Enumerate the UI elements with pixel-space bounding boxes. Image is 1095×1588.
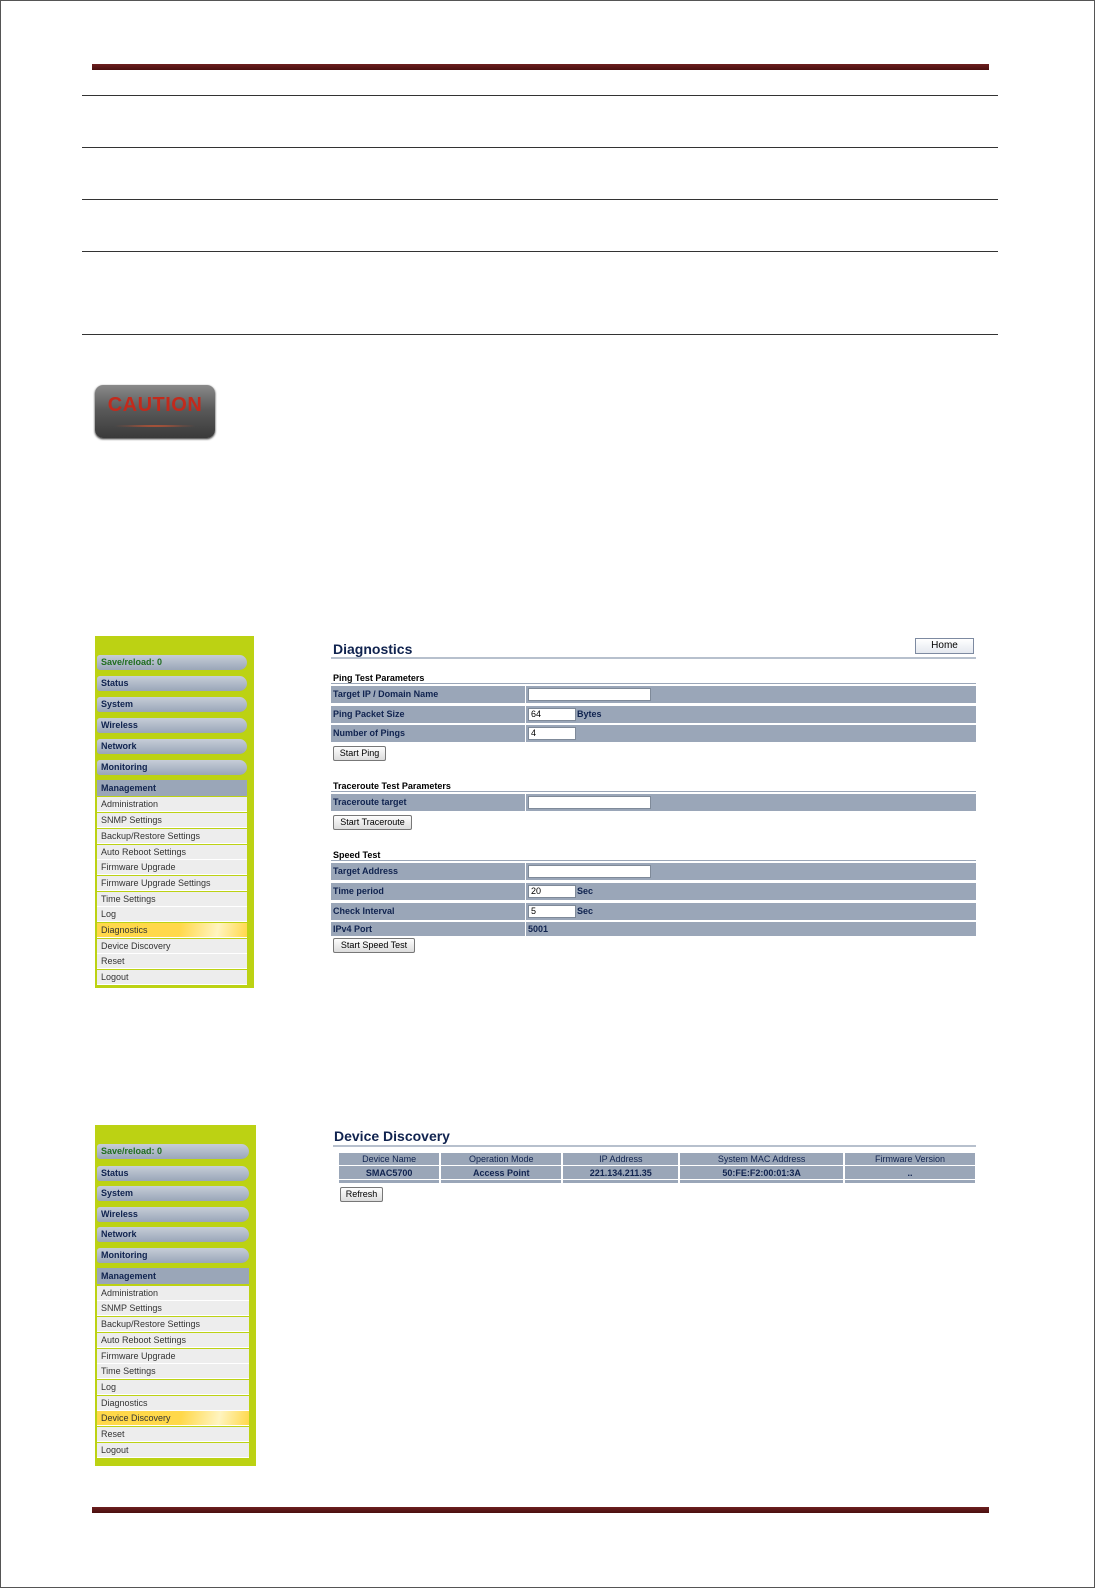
section-divider <box>331 791 976 792</box>
sidebar-subitem-backup-restore[interactable]: Backup/Restore Settings <box>97 1317 249 1332</box>
traceroute-target-row <box>331 794 976 811</box>
sidebar-item-monitoring[interactable]: Monitoring <box>97 1248 249 1263</box>
column-header-operation-mode: Operation Mode <box>441 1153 561 1165</box>
sidebar-subitem-time-settings[interactable]: Time Settings <box>97 1364 249 1379</box>
column-header-mac-address: System MAC Address <box>680 1153 843 1165</box>
sidebar-item-network[interactable]: Network <box>97 1227 249 1242</box>
ping-count-label: Number of Pings <box>333 725 526 742</box>
section-divider <box>331 683 976 684</box>
speed-port-row <box>331 922 976 936</box>
sidebar-subitem-firmware-upgrade-settings[interactable]: Firmware Upgrade Settings <box>97 876 247 891</box>
sidebar-menu-diagnostics <box>95 636 254 988</box>
speed-interval-input[interactable]: 5 <box>528 905 576 918</box>
caution-icon <box>95 385 215 438</box>
speed-period-unit: Sec <box>577 886 594 896</box>
speed-section-title: Speed Test <box>333 850 381 860</box>
sidebar-subitem-snmp-settings[interactable]: SNMP Settings <box>97 813 247 828</box>
ping-target-label: Target IP / Domain Name <box>333 686 526 703</box>
cell-operation-mode: Access Point <box>441 1166 561 1179</box>
table-rule <box>82 147 998 148</box>
title-divider <box>331 657 976 659</box>
sidebar-item-save-reload[interactable]: Save/reload: 0 <box>97 655 247 670</box>
ping-count-input[interactable]: 4 <box>528 727 576 740</box>
sidebar-item-system[interactable]: System <box>97 697 247 712</box>
start-traceroute-button[interactable]: Start Traceroute <box>333 815 412 830</box>
speed-period-row <box>331 883 976 900</box>
sidebar-subitem-auto-reboot[interactable]: Auto Reboot Settings <box>97 1333 249 1348</box>
table-header-row <box>339 1153 975 1165</box>
cell-device-name: SMAC5700 <box>339 1166 439 1179</box>
ping-packet-size-row <box>331 706 976 723</box>
header-bar <box>92 64 989 70</box>
sidebar-item-save-reload[interactable]: Save/reload: 0 <box>97 1144 249 1159</box>
speed-port-value: 5001 <box>528 924 549 934</box>
sidebar-subitem-diagnostics[interactable]: Diagnostics <box>97 923 247 938</box>
speed-interval-unit: Sec <box>577 906 594 916</box>
sidebar-item-management[interactable]: Management <box>97 780 247 796</box>
table-rule <box>82 95 998 96</box>
ping-target-row <box>331 686 976 703</box>
sidebar-subitem-administration[interactable]: Administration <box>97 1286 249 1301</box>
sidebar-subitem-diagnostics[interactable]: Diagnostics <box>97 1396 249 1411</box>
caution-label: CAUTION <box>107 394 203 416</box>
ping-packet-size-label: Ping Packet Size <box>333 706 526 723</box>
table-rule <box>82 251 998 252</box>
table-rule <box>82 199 998 200</box>
speed-target-label: Target Address <box>333 863 526 880</box>
column-header-firmware-version: Firmware Version <box>845 1153 975 1165</box>
speed-target-row <box>331 863 976 880</box>
speed-target-input[interactable] <box>528 865 651 878</box>
sidebar-item-status[interactable]: Status <box>97 676 247 691</box>
cell-mac-address: 50:FE:F2:00:01:3A <box>680 1166 843 1179</box>
refresh-button[interactable]: Refresh <box>340 1187 383 1202</box>
speed-period-input[interactable]: 20 <box>528 885 576 898</box>
traceroute-section-title: Traceroute Test Parameters <box>333 781 451 791</box>
column-header-device-name: Device Name <box>339 1153 439 1165</box>
discovery-table <box>337 1152 977 1184</box>
sidebar-item-status[interactable]: Status <box>97 1166 249 1181</box>
discovery-page-title: Device Discovery <box>334 1128 450 1144</box>
sidebar-item-network[interactable]: Network <box>97 739 247 754</box>
speed-port-label: IPv4 Port <box>333 922 526 936</box>
sidebar-subitem-log[interactable]: Log <box>97 1380 249 1395</box>
ping-target-input[interactable] <box>528 688 651 701</box>
ping-packet-size-input[interactable]: 64 <box>528 708 576 721</box>
sidebar-subitem-firmware-upgrade[interactable]: Firmware Upgrade <box>97 860 247 875</box>
sidebar-subitem-device-discovery[interactable]: Device Discovery <box>97 939 247 954</box>
traceroute-target-label: Traceroute target <box>333 794 526 811</box>
cell-ip-address: 221.134.211.35 <box>563 1166 678 1179</box>
diagnostics-page-title: Diagnostics <box>333 641 413 657</box>
sidebar-subitem-reset[interactable]: Reset <box>97 954 247 969</box>
home-button[interactable]: Home <box>915 638 974 654</box>
sidebar-menu-discovery <box>95 1125 256 1466</box>
ping-count-row <box>331 725 976 742</box>
sidebar-subitem-administration[interactable]: Administration <box>97 797 247 812</box>
sidebar-subitem-device-discovery[interactable]: Device Discovery <box>97 1411 249 1426</box>
sidebar-subitem-auto-reboot[interactable]: Auto Reboot Settings <box>97 845 247 860</box>
section-divider <box>331 860 976 861</box>
table-spacer-row <box>339 1180 975 1183</box>
sidebar-item-wireless[interactable]: Wireless <box>97 1207 249 1222</box>
sidebar-item-wireless[interactable]: Wireless <box>97 718 247 733</box>
sidebar-item-system[interactable]: System <box>97 1186 249 1201</box>
sidebar-subitem-logout[interactable]: Logout <box>97 1443 249 1458</box>
footer-bar <box>92 1507 989 1513</box>
ping-section-title: Ping Test Parameters <box>333 673 425 683</box>
sidebar-subitem-backup-restore[interactable]: Backup/Restore Settings <box>97 829 247 844</box>
start-speed-test-button[interactable]: Start Speed Test <box>333 938 415 953</box>
sidebar-subitem-time-settings[interactable]: Time Settings <box>97 892 247 907</box>
sidebar-subitem-firmware-upgrade[interactable]: Firmware Upgrade <box>97 1349 249 1364</box>
table-rule <box>82 334 998 335</box>
speed-interval-label: Check Interval <box>333 903 526 920</box>
table-row[interactable] <box>339 1166 975 1179</box>
sidebar-subitem-log[interactable]: Log <box>97 907 247 922</box>
sidebar-item-management[interactable]: Management <box>97 1268 249 1284</box>
speed-interval-row <box>331 903 976 920</box>
cell-firmware-version: .. <box>845 1166 975 1179</box>
sidebar-subitem-reset[interactable]: Reset <box>97 1427 249 1442</box>
start-ping-button[interactable]: Start Ping <box>333 746 386 761</box>
column-header-ip-address: IP Address <box>563 1153 678 1165</box>
traceroute-target-input[interactable] <box>528 796 651 809</box>
sidebar-subitem-logout[interactable]: Logout <box>97 970 247 985</box>
speed-period-label: Time period <box>333 883 526 900</box>
sidebar-subitem-snmp-settings[interactable]: SNMP Settings <box>97 1301 249 1316</box>
title-divider <box>333 1145 976 1147</box>
sidebar-item-monitoring[interactable]: Monitoring <box>97 760 247 775</box>
ping-packet-size-unit: Bytes <box>577 709 602 719</box>
